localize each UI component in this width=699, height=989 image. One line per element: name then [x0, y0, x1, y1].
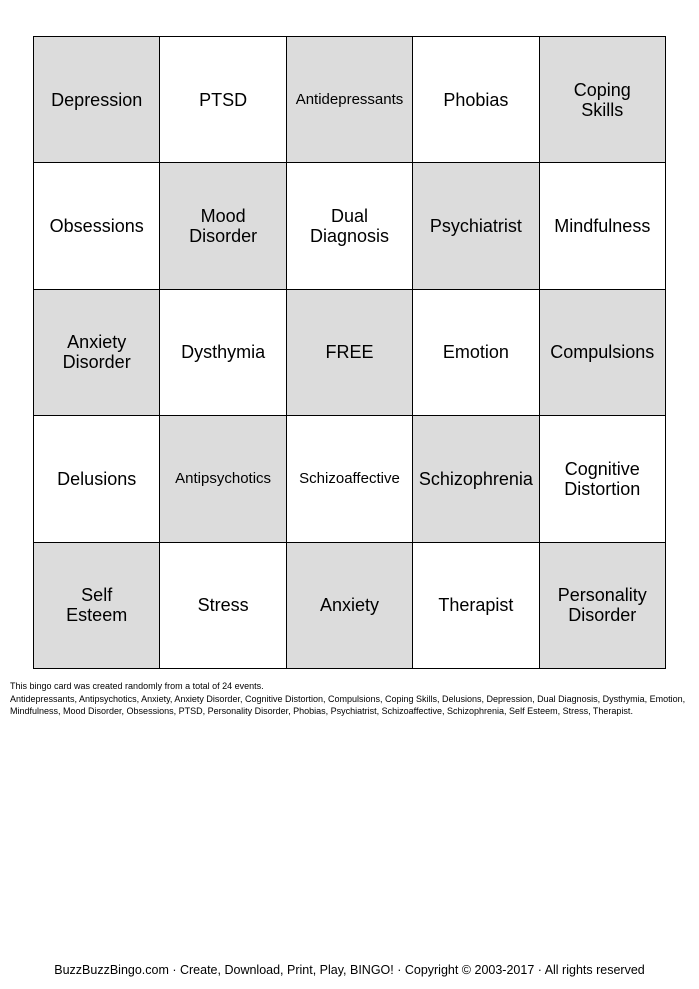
bingo-cell [34, 37, 160, 163]
card-note-events: Antidepressants, Antipsychotics, Anxiety, Anxiety Disorder, Cognitive Distortion, Compulsions, Coping Skills, Delusions, Depression, Dual Diagnosis, Dysthymia, Emotion, Mindfulness, Mood Disorder, Obsessions, PTSD, Personality Disorder, Phobias, Psychiatrist, Schizoaffective, Schizophrenia, Self Esteem, Stress, Therapist. [10, 693, 686, 716]
bingo-cell-label: Personality Disorder [557, 585, 647, 626]
bingo-cell-label: Compulsions [550, 342, 655, 363]
bingo-cell-label: Anxiety Disorder [62, 332, 131, 373]
bingo-cell-label: Mood Disorder [189, 206, 258, 247]
card-note-intro: This bingo card was created randomly from a total of 24 events. [10, 681, 264, 691]
bingo-cell-free [287, 290, 413, 416]
bingo-card-grid [33, 36, 666, 669]
bingo-cell [413, 290, 539, 416]
page-footer: BuzzBuzzBingo.com · Create, Download, Print, Play, BINGO! · Copyright © 2003-2017 · All rights reserved [54, 963, 645, 977]
bingo-cell [160, 163, 286, 289]
bingo-cell [413, 163, 539, 289]
bingo-cell [540, 37, 666, 163]
bingo-cell [413, 543, 539, 669]
bingo-cell [160, 543, 286, 669]
bingo-cell-label: Therapist [438, 595, 514, 616]
bingo-cell [160, 290, 286, 416]
bingo-cell [540, 543, 666, 669]
bingo-cell-label: PTSD [199, 89, 248, 110]
bingo-cell [287, 37, 413, 163]
bingo-cell [287, 163, 413, 289]
bingo-cell [287, 543, 413, 669]
bingo-cell [34, 163, 160, 289]
bingo-cell-label: Self Esteem [66, 585, 128, 626]
bingo-cell-label: Cognitive Distortion [564, 458, 641, 499]
bingo-cell [413, 416, 539, 542]
bingo-cell-label: Dysthymia [181, 342, 266, 363]
bingo-cell-label: Coping Skills [573, 79, 631, 120]
bingo-cell-label: Delusions [57, 468, 137, 489]
bingo-cell [160, 416, 286, 542]
bingo-cell-label: Antidepressants [295, 90, 404, 108]
bingo-cell [34, 290, 160, 416]
bingo-cell-label: Psychiatrist [429, 216, 522, 237]
bingo-cell [287, 416, 413, 542]
bingo-cell [160, 37, 286, 163]
bingo-cell [413, 37, 539, 163]
bingo-cell-label: Phobias [443, 89, 509, 110]
bingo-cell-label: FREE [325, 342, 374, 363]
bingo-cell [540, 416, 666, 542]
bingo-cell-label: Schizophrenia [418, 468, 533, 489]
card-note [10, 680, 692, 718]
bingo-cell [540, 290, 666, 416]
bingo-cell-label: Anxiety [319, 595, 379, 616]
bingo-cell [34, 543, 160, 669]
bingo-cell-label: Antipsychotics [175, 469, 272, 487]
bingo-cell [540, 163, 666, 289]
bingo-cell [34, 416, 160, 542]
bingo-cell-label: Obsessions [49, 216, 144, 237]
bingo-cell-label: Schizoaffective [299, 469, 400, 487]
bingo-cell-label: Emotion [442, 342, 509, 363]
bingo-cell-label: Depression [51, 89, 143, 110]
bingo-cell-label: Stress [197, 595, 249, 616]
bingo-cell-label: Mindfulness [554, 216, 651, 237]
bingo-cell-label: Dual Diagnosis [309, 206, 390, 247]
